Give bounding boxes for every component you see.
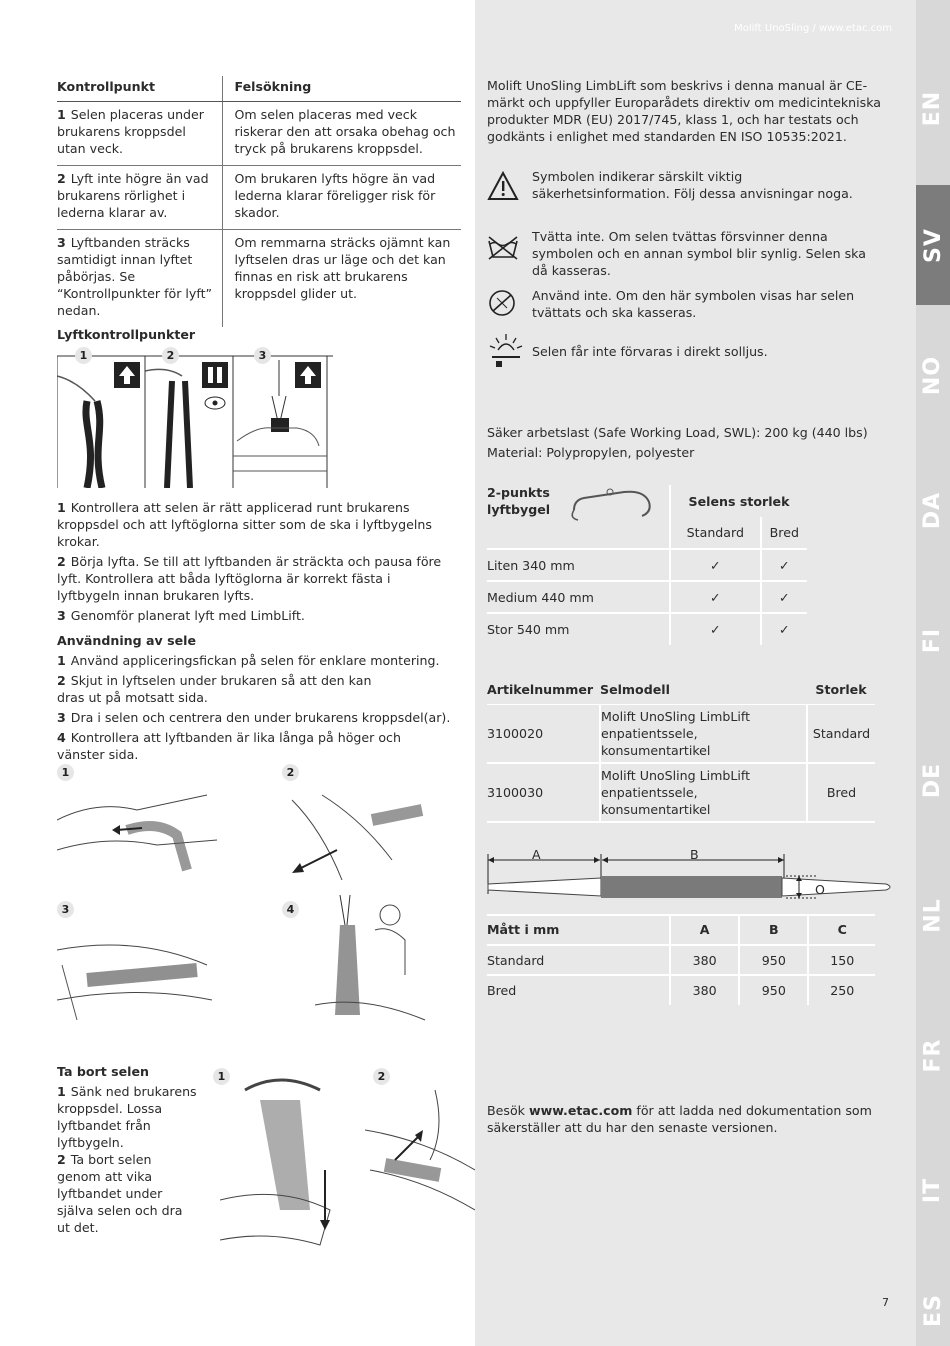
checkpoint-table bbox=[57, 76, 461, 327]
table-row: Standard 380 950 150 bbox=[487, 945, 875, 975]
usage-figure-3 bbox=[57, 925, 217, 1025]
footer-note: Besök www.etac.com för att ladda ned dokumentation som säkerställer att du har den senaste versionen. bbox=[487, 1103, 872, 1135]
do-not-use-icon bbox=[488, 289, 516, 317]
check-icon: ✓ bbox=[761, 549, 807, 581]
etac-link[interactable]: www.etac.com bbox=[528, 1103, 633, 1118]
check-icon: ✓ bbox=[761, 613, 807, 645]
figure-badge: 2 bbox=[162, 347, 179, 364]
page-header: Molift UnoSling / www.etac.com bbox=[734, 23, 892, 34]
list-item: 1 Kontrollera att selen är rätt applicerad runt brukarens kroppsdel och att lyftöglorna sitter som de ska i lyftbygelns krokar. bbox=[57, 500, 432, 549]
swl-text: Säker arbetslast (Safe Working Load, SWL): 200 kg (440 lbs) bbox=[487, 425, 868, 440]
lang-tab-sv[interactable]: SV bbox=[916, 185, 950, 305]
troubleshoot-header: Felsökning bbox=[222, 76, 461, 102]
figure-badge: 1 bbox=[75, 347, 92, 364]
figure-badge: 3 bbox=[254, 347, 271, 364]
list-item: 2 Skjut in lyftselen under brukaren så att den kan dras ut på motsatt sida. bbox=[57, 673, 372, 705]
lift-checks-title: Lyftkontrollpunkter bbox=[57, 327, 196, 342]
list-item: 1 Sänk ned brukarens kroppsdel. Lossa lyftbandet från lyftbygeln. bbox=[57, 1084, 197, 1150]
table-row: Medium 440 mm ✓ ✓ bbox=[487, 581, 807, 613]
check-icon: ✓ bbox=[670, 581, 761, 613]
figure-badge: 1 bbox=[57, 764, 74, 781]
removal-title: Ta bort selen bbox=[57, 1064, 149, 1079]
usage-figure-4 bbox=[305, 895, 435, 1030]
keep-out-of-sunlight-icon bbox=[488, 334, 524, 368]
lang-tab-it[interactable]: IT bbox=[920, 1177, 946, 1203]
figure-badge: 2 bbox=[373, 1068, 390, 1085]
check-icon: ✓ bbox=[761, 581, 807, 613]
lang-tab-fr[interactable]: FR bbox=[920, 1038, 946, 1072]
figure-badge: 3 bbox=[57, 901, 74, 918]
col-standard: Standard bbox=[670, 517, 761, 549]
list-item: 2 Ta bort selen genom att vika lyftbandet under själva selen och dra ut det. bbox=[57, 1152, 183, 1235]
list-item: 1 Använd appliceringsfickan på selen för enklare montering. bbox=[57, 653, 440, 668]
symbol-text: Symbolen indikerar särskilt viktig säkerhetsinformation. Följ dessa anvisningar noga. bbox=[532, 169, 853, 201]
list-item: 3 Dra i selen och centrera den under brukarens kroppsdel(ar). bbox=[57, 710, 451, 725]
figure-badge: 1 bbox=[213, 1068, 230, 1085]
removal-figure-1 bbox=[220, 1070, 350, 1255]
col-bred: Bred bbox=[761, 517, 807, 549]
list-item: 3 Genomför planerat lyft med LimbLift. bbox=[57, 608, 305, 623]
list-item: 2 Börja lyfta. Se till att lyftbanden är sträckta och pausa före lyft. Kontrollera att båda lyftöglorna är korrekt fästa i lyftbygeln innan brukaren lyfts. bbox=[57, 554, 442, 603]
table-row: 3 Lyftbanden sträcks samtidigt innan lyftet påbörjas. Se “Kontrollpunkter för lyft” nedan. Om remmarna sträcks ojämnt kan lyftselen dras ur läge och det kan finnas en risk att brukarens kroppsdel glider ut. bbox=[57, 230, 461, 328]
lang-tab-fi[interactable]: FI bbox=[920, 627, 946, 653]
dim-label-o: O bbox=[815, 882, 825, 897]
size-group-header: Selens storlek bbox=[670, 485, 807, 517]
table-row: Stor 540 mm ✓ ✓ bbox=[487, 613, 807, 645]
dim-label-b: B bbox=[690, 847, 699, 862]
page-number: 7 bbox=[882, 1296, 889, 1309]
intro-text: Molift UnoSling LimbLift som beskrivs i denna manual är CE-märkt och uppfyller Europarådets direktiv om medicintekniska produkter MDR (EU) 2017/745, klass 1, och har testats och godkänts i enlighet med standarden EN ISO 10535:2021. bbox=[487, 78, 881, 144]
check-icon: ✓ bbox=[670, 613, 761, 645]
list-item: 4 Kontrollera att lyftbanden är lika långa på höger och vänster sida. bbox=[57, 730, 401, 762]
bar-label: 2-punkts lyftbygel bbox=[487, 485, 551, 517]
table-row: 3100020 Molift UnoSling LimbLift enpatientssele, konsumentartikel Standard bbox=[487, 705, 875, 764]
table-row: Bred 380 950 250 bbox=[487, 975, 875, 1005]
table-row: 1 Selen placeras under brukarens kroppsdel utan veck. Om selen placeras med veck riskerar den att orsaka obehag och tryck på brukarens kroppsdel. bbox=[57, 102, 461, 166]
lang-tab-no[interactable]: NO bbox=[920, 355, 946, 395]
lang-tab-nl[interactable]: NL bbox=[920, 897, 946, 933]
usage-figure-1 bbox=[57, 790, 217, 880]
check-icon: ✓ bbox=[670, 549, 761, 581]
symbol-text: Tvätta inte. Om selen tvättas försvinner denna symbolen och en annan symbol blir synlig. Selen ska då kasseras. bbox=[532, 229, 866, 278]
removal-figure-2 bbox=[365, 1080, 475, 1245]
lift-checks-steps bbox=[57, 499, 447, 624]
lang-tab-en[interactable]: EN bbox=[920, 90, 946, 126]
removal-steps bbox=[57, 1083, 197, 1236]
lang-tab-es[interactable]: ES bbox=[920, 1293, 946, 1327]
usage-figure-2 bbox=[282, 790, 427, 880]
figure-badge: 4 bbox=[282, 901, 299, 918]
symbol-text: Selen får inte förvaras i direkt solljus. bbox=[532, 344, 768, 359]
lang-tab-da[interactable]: DA bbox=[920, 491, 946, 529]
usage-title: Användning av sele bbox=[57, 633, 197, 648]
size-table bbox=[487, 485, 807, 645]
usage-steps bbox=[57, 652, 452, 763]
lift-checks-figure bbox=[57, 346, 333, 488]
checkpoint-header: Kontrollpunkt bbox=[57, 76, 222, 102]
dim-label-a: A bbox=[532, 847, 541, 862]
language-sidebar bbox=[916, 0, 950, 1346]
figure-badge: 2 bbox=[282, 764, 299, 781]
table-row: Liten 340 mm ✓ ✓ bbox=[487, 549, 807, 581]
article-table: Artikelnummer Selmodell Storlek 3100020 Molift UnoSling LimbLift enpatientssele, konsumentartikel Standard 3100030 Molift UnoSling LimbLift enpatientssele, konsumentartikel Bred bbox=[487, 677, 875, 823]
material-text: Material: Polypropylen, polyester bbox=[487, 445, 695, 460]
warning-triangle-icon bbox=[487, 171, 519, 201]
symbol-text: Använd inte. Om den här symbolen visas har selen tvättats och ska kasseras. bbox=[532, 288, 855, 320]
do-not-wash-icon bbox=[487, 235, 519, 261]
table-row: 3100030 Molift UnoSling LimbLift enpatientssele, konsumentartikel Bred bbox=[487, 763, 875, 822]
lang-tab-de[interactable]: DE bbox=[920, 762, 946, 798]
dimension-table: Mått i mm A B C Standard 380 950 150 Bred 380 950 250 bbox=[487, 914, 875, 1005]
table-row: 2 Lyft inte högre än vad brukarens rörlighet i lederna klarar av. Om brukaren lyfts högre än vad lederna klarar föreligger risk för skador. bbox=[57, 166, 461, 230]
